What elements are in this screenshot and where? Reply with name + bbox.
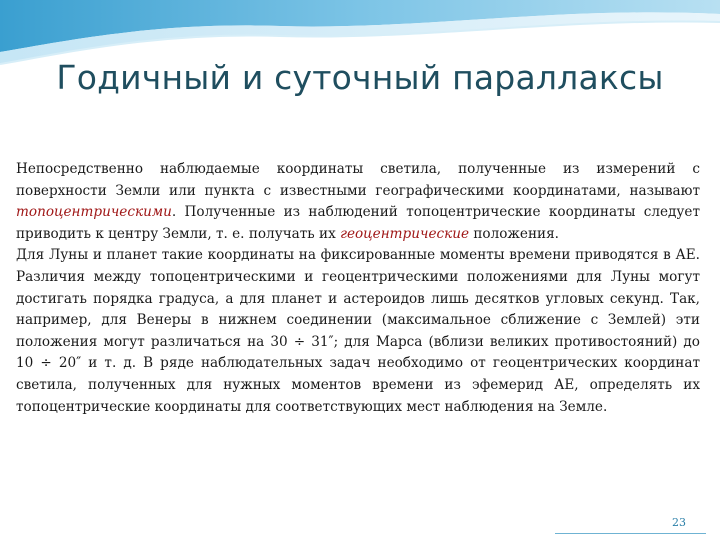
page-number: 23	[672, 516, 686, 529]
footer-divider	[555, 533, 706, 534]
term-geocentric: геоцентрические	[340, 225, 470, 242]
slide-body	[16, 159, 700, 418]
paragraph-1-text-b: . Полученные из наблюдений топоцентрические координаты следует приводить к центру Земли, т. е. получать их	[16, 204, 700, 242]
paragraph-2: Для Луны и планет такие координаты на фиксированные моменты времени приводятся в АЕ. Различия между топоцентрическими и геоцентрическими положениями для Луны могут достигать порядка градуса, а для планет и астероидов лишь десятков угловых секунд. Так, например, для Венеры в нижнем соединении (максимальное сближение с Землей) эти положения могут различаться на 30 ÷ 31″; для Марса (вблизи великих противостояний) до 10 ÷ 20″ и т. д. В ряде наблюдательных задач необходимо от геоцентрических координат светила, полученных для нужных моментов времени из эфемерид АЕ, определять их топоцентрические координаты для соответствующих мест наблюдения на Земле.	[16, 247, 700, 415]
term-topocentric: топоцентрическими	[16, 204, 172, 221]
slide-title: Годичный и суточный параллаксы	[56, 58, 664, 97]
paragraph-1-text-a: Непосредственно наблюдаемые координаты светила, полученные из измерений с поверхности Земли или пункта с известными географическими координатами, называют	[16, 161, 700, 199]
paragraph-1-text-c: положения.	[469, 225, 559, 242]
paragraph-1	[16, 159, 700, 245]
